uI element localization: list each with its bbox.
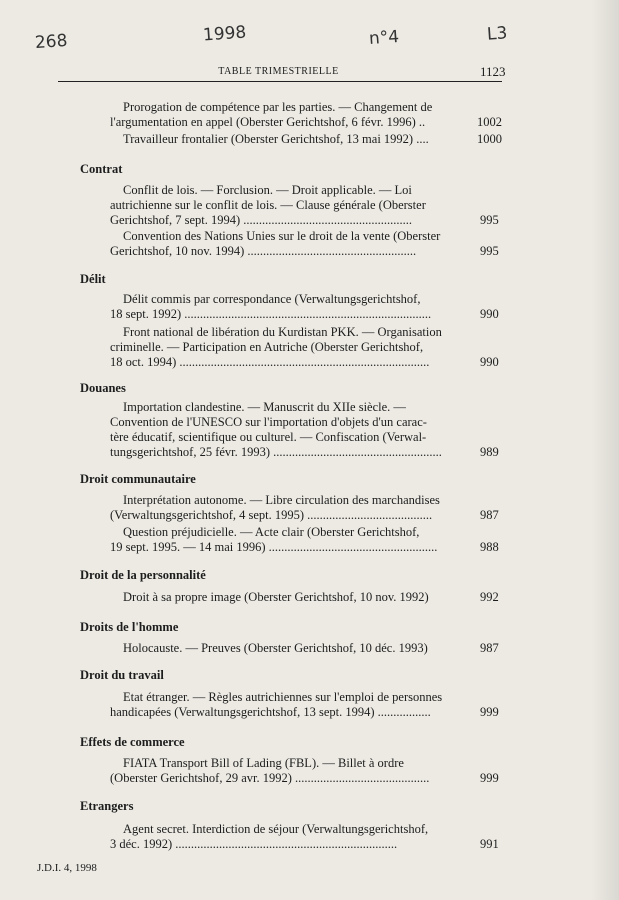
entry-line: (Verwaltungsgerichtshof, 4 sept. 1995) ........................................ — [110, 508, 433, 522]
entry-line: Importation clandestine. — Manuscrit du XIIe siècle. — — [123, 400, 406, 414]
entry-line: Etat étranger. — Règles autrichiennes sur l'emploi de personnes — [123, 690, 443, 704]
entry-line: Convention des Nations Unies sur le droit de la vente (Oberster — [123, 229, 441, 243]
handwritten-note: n°4 — [368, 26, 400, 50]
entry-page: 987 — [480, 641, 499, 655]
journal-footer: J.D.I. 4, 1998 — [37, 862, 97, 874]
entry-line: handicapées (Verwaltungsgerichtshof, 13 sept. 1994) ................. — [110, 705, 431, 719]
section-heading: Effets de commerce — [80, 735, 185, 749]
section-heading: Droit du travail — [80, 668, 164, 682]
handwritten-note: L3 — [486, 23, 508, 45]
entry-page: 987 — [480, 508, 499, 522]
section-heading: Délit — [80, 272, 106, 286]
handwritten-note: 1998 — [202, 22, 247, 46]
entry-line: Gerichtshof, 10 nov. 1994) ...................................................... — [110, 244, 417, 258]
section-heading: Droits de l'homme — [80, 620, 179, 634]
entry-line: FIATA Transport Bill of Lading (FBL). — Billet à ordre — [123, 756, 404, 770]
entry-line: Travailleur frontalier (Oberster Gerichtshof, 13 mai 1992) .... — [123, 132, 429, 146]
entry-page: 995 — [480, 244, 499, 258]
entry-line: tère éducatif, scientifique ou culturel. — Confiscation (Verwal- — [110, 430, 427, 444]
entry-line: Gerichtshof, 7 sept. 1994) ...................................................... — [110, 213, 413, 227]
entry-line: 3 déc. 1992) ....................................................................... — [110, 837, 398, 851]
entry-line: Convention de l'UNESCO sur l'importation d'objets d'un carac- — [110, 415, 427, 429]
running-title: TABLE TRIMESTRIELLE — [218, 66, 339, 77]
entry-page: 999 — [480, 705, 499, 719]
section-heading: Contrat — [80, 162, 123, 176]
entry-line: Droit à sa propre image (Oberster Gerichtshof, 10 nov. 1992) — [123, 590, 429, 604]
entry-line: Agent secret. Interdiction de séjour (Verwaltungsgerichtshof, — [123, 822, 429, 836]
entry-page: 988 — [480, 540, 499, 554]
entry-line: 18 oct. 1994) ................................................................................ — [110, 355, 430, 369]
entry-line: autrichienne sur le conflit de lois. — Clause générale (Oberster — [110, 198, 426, 212]
entry-line: (Oberster Gerichtshof, 29 avr. 1992) ........................................... — [110, 771, 430, 785]
entry-line: tungsgerichtshof, 25 févr. 1993) ...................................................... — [110, 445, 442, 459]
entry-page: 990 — [480, 355, 499, 369]
entry-page: 999 — [480, 771, 499, 785]
page-number: 1123 — [480, 64, 506, 79]
entry-page: 1002 — [477, 115, 502, 129]
entry-page: 990 — [480, 307, 499, 321]
entry-line: criminelle. — Participation en Autriche (Oberster Gerichtshof, — [110, 340, 424, 354]
entry-line: Holocauste. — Preuves (Oberster Gerichtshof, 10 déc. 1993) — [123, 641, 428, 655]
entry-page: 995 — [480, 213, 499, 227]
entry-line: Front national de libération du Kurdistan PKK. — Organisation — [123, 325, 442, 339]
entry-line: Interprétation autonome. — Libre circulation des marchandises — [123, 493, 440, 507]
entry-line: 18 sept. 1992) ............................................................................... — [110, 307, 432, 321]
entry-line: Délit commis par correspondance (Verwaltungsgerichtshof, — [123, 292, 421, 306]
section-heading: Etrangers — [80, 799, 134, 813]
entry-page: 989 — [480, 445, 499, 459]
page-edge-shadow — [591, 0, 619, 900]
entry-page: 1000 — [477, 132, 502, 146]
section-heading: Droit de la personnalité — [80, 568, 206, 582]
header-rule — [58, 81, 502, 82]
entry-line: Prorogation de compétence par les parties. — Changement de — [123, 100, 433, 114]
entry-line: l'argumentation en appel (Oberster Gerichtshof, 6 févr. 1996) .. — [110, 115, 426, 129]
entry-line: Conflit de lois. — Forclusion. — Droit applicable. — Loi — [123, 183, 412, 197]
entry-line: Question préjudicielle. — Acte clair (Oberster Gerichtshof, — [123, 525, 420, 539]
section-heading: Droit communautaire — [80, 472, 196, 486]
entry-line: 19 sept. 1995. — 14 mai 1996) ...................................................... — [110, 540, 438, 554]
handwritten-note: 268 — [34, 30, 69, 54]
entry-page: 992 — [480, 590, 499, 604]
section-heading: Douanes — [80, 381, 126, 395]
entry-page: 991 — [480, 837, 499, 851]
